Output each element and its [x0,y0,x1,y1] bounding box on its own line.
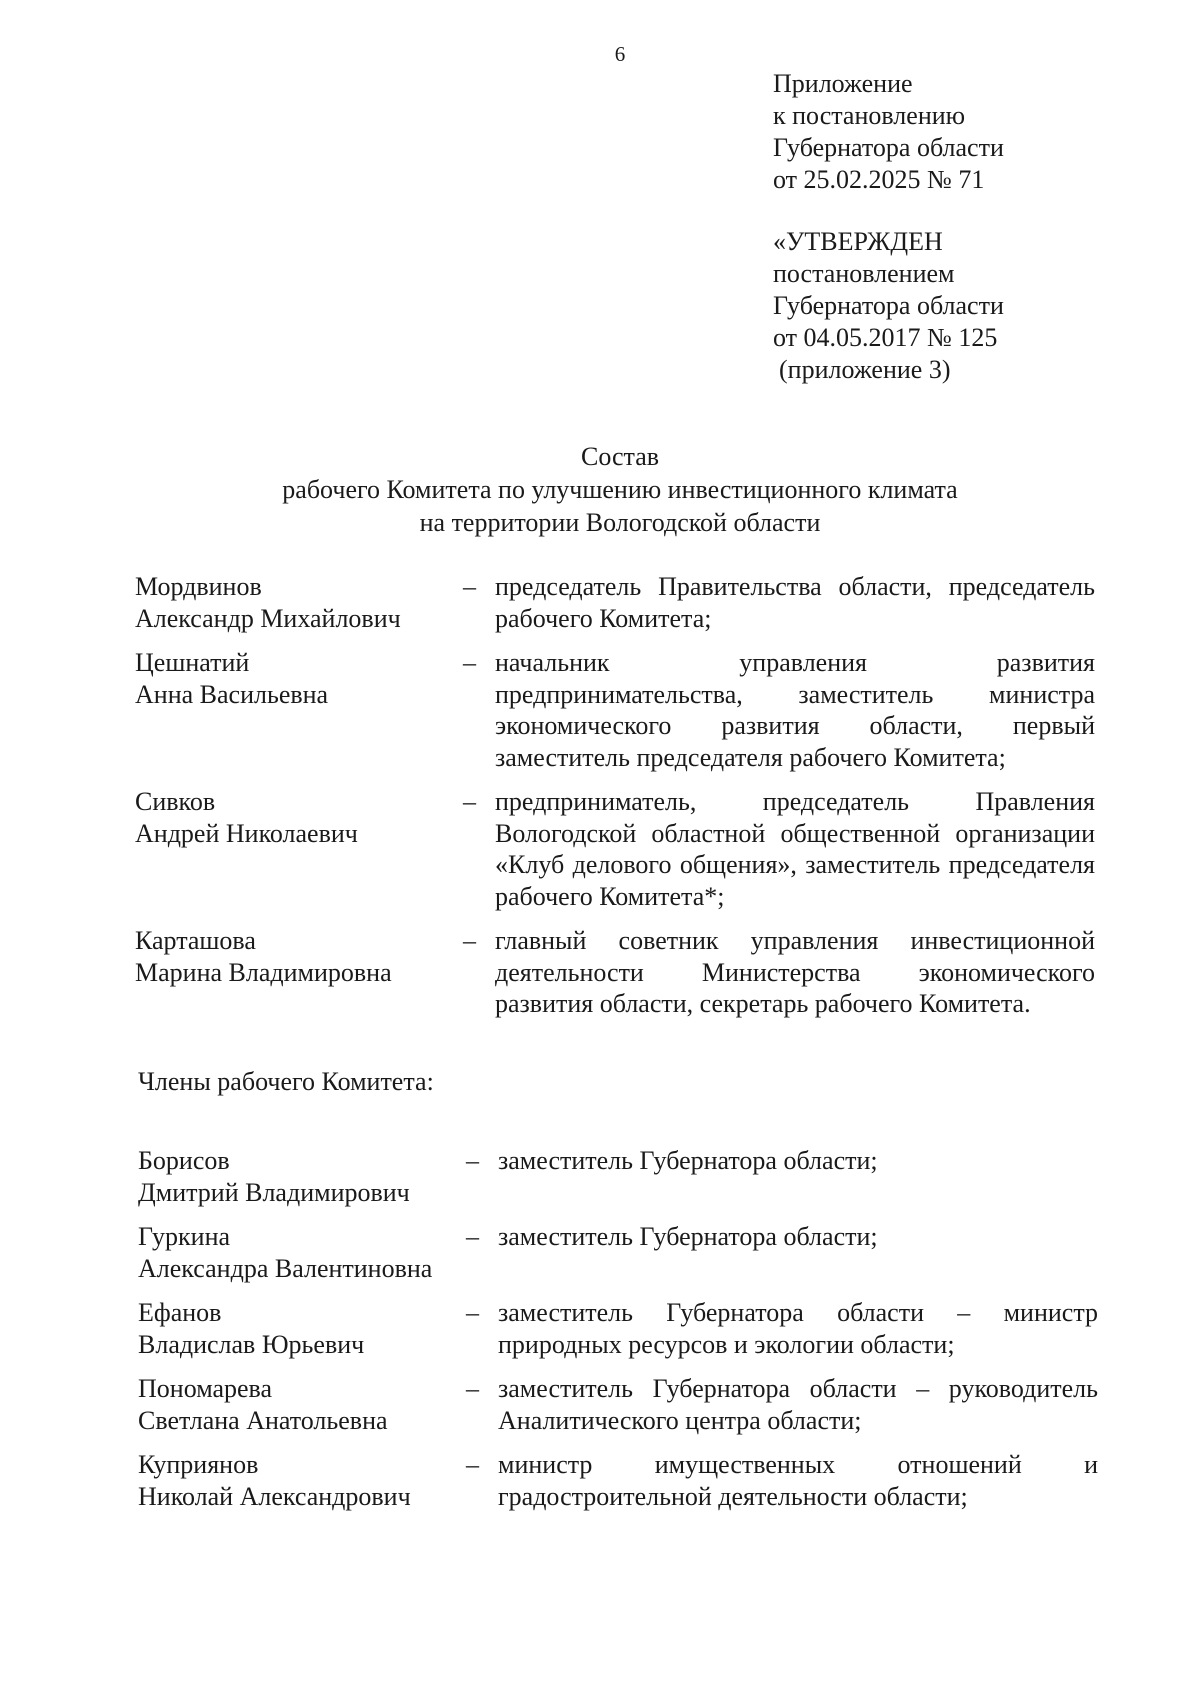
member-role: министр имущественных отношений и градостроительной деятельности области; [498,1450,1098,1511]
surname: Карташова [135,926,256,955]
given-names: Владислав Юрьевич [138,1329,365,1359]
page-number: 6 [614,42,626,66]
given-names: Александр Михайлович [135,603,401,633]
list-item [135,647,1095,773]
given-names: Дмитрий Владимирович [138,1177,410,1207]
member-role: заместитель Губернатора области; [498,1146,878,1175]
dash-separator: – [466,1298,479,1327]
list-item [138,1297,1098,1360]
list-item [138,1145,1098,1208]
member-role: заместитель Губернатора области – министр природных ресурсов и экологии области; [498,1298,1098,1359]
surname: Цешнатий [135,648,250,677]
title-line: рабочего Комитета по улучшению инвестиционного климата [282,475,958,504]
surname: Ефанов [138,1298,222,1327]
dash-separator: – [463,572,476,601]
member-name [138,1449,468,1512]
list-item [135,571,1095,634]
given-names: Александра Валентиновна [138,1253,433,1283]
approval-line: от 04.05.2017 № 125 [773,323,998,352]
appendix-reference [773,68,1004,196]
given-names: Марина Владимировна [135,957,392,987]
dash-separator: – [466,1450,479,1479]
appendix-line: к постановлению [773,101,966,130]
member-name [135,647,465,710]
member-name [135,786,465,849]
approval-line: постановлением [773,259,955,288]
member-name [135,925,465,988]
approval-stamp-text [773,226,1004,386]
given-names: Николай Александрович [138,1481,411,1511]
member-role: главный советник управления инвестиционной деятельности Министерства экономического развития области, секретарь рабочего Комитета. [495,926,1095,1018]
given-names: Анна Васильевна [135,679,329,709]
surname: Пономарева [138,1374,273,1403]
approval-line: «УТВЕРЖДЕН [773,227,943,256]
list-item [138,1373,1098,1436]
member-role: заместитель Губернатора области – руководитель Аналитического центра области; [498,1374,1098,1435]
member-name [138,1297,468,1360]
appendix-line: от 25.02.2025 № 71 [773,165,985,194]
list-item [138,1221,1098,1284]
approval-line: Губернатора области [773,291,1004,320]
surname: Мордвинов [135,572,262,601]
dash-separator: – [463,787,476,816]
surname: Гуркина [138,1222,231,1251]
members-heading: Члены рабочего Комитета: [138,1067,434,1096]
document-title [0,440,1200,539]
dash-separator: – [466,1146,479,1175]
appendix-line: Приложение [773,69,913,98]
list-item [135,925,1095,1018]
appendix-line: Губернатора области [773,133,1004,162]
list-item [135,786,1095,912]
member-role: предприниматель, председатель Правления Вологодской областной общественной организации «Клуб делового общения», заместитель председателя рабочего Комитета*; [495,787,1095,911]
dash-separator: – [466,1222,479,1251]
member-role: председатель Правительства области, председатель рабочего Комитета; [495,572,1095,633]
member-role: начальник управления развития предпринимательства, заместитель министра экономического развития области, первый заместитель председателя рабочего Комитета; [495,648,1095,772]
surname: Куприянов [138,1450,259,1479]
dash-separator: – [463,648,476,677]
surname: Борисов [138,1146,230,1175]
given-names: Светлана Анатольевна [138,1405,388,1435]
members-list [138,1145,1098,1525]
dash-separator: – [463,926,476,955]
surname: Сивков [135,787,216,816]
member-name [135,571,465,634]
member-name [138,1221,468,1284]
given-names: Андрей Николаевич [135,818,358,848]
member-name [138,1145,468,1208]
approval-line: (приложение 3) [779,355,951,384]
leadership-list [135,571,1095,1018]
member-role: заместитель Губернатора области; [498,1222,878,1251]
dash-separator: – [466,1374,479,1403]
title-line: на территории Вологодской области [419,508,821,537]
list-item [138,1449,1098,1512]
title-line: Состав [580,442,660,471]
member-name [138,1373,468,1436]
